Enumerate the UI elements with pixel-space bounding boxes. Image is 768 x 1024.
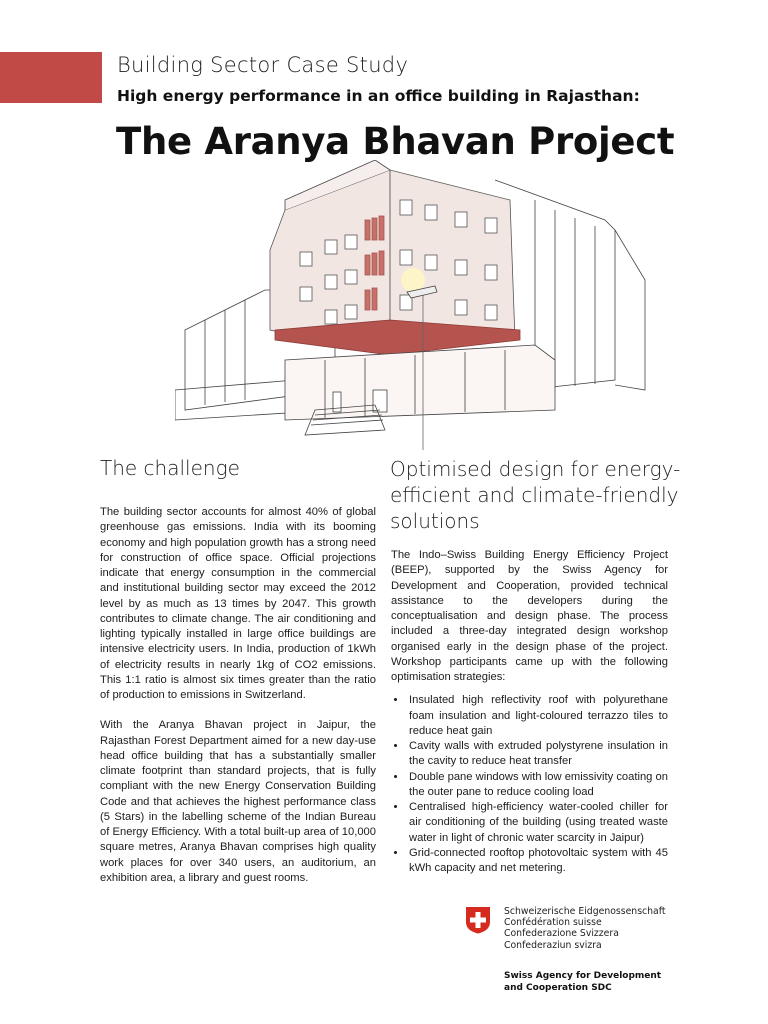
accent-bar: [0, 52, 102, 103]
main-building: [270, 160, 520, 355]
agency-name: [504, 970, 661, 994]
confederation-name: Schweizerische Eidgenossenschaft: [504, 906, 666, 917]
confederation-name: Confederazione Svizzera: [504, 928, 619, 940]
swiss-flag-icon: [464, 906, 492, 934]
agency-line: Swiss Agency for Development: [504, 971, 662, 981]
page-title: The Aranya Bhavan Project: [116, 120, 675, 163]
list-item: • Double pane windows with low emissivity coating on the outer pane to reduce cooling load: [407, 770, 668, 801]
challenge-paragraph-2: With the Aranya Bhavan project in Jaipur, the Rajasthan Forest Department aimed for a new day-use head office building that has a substantially smaller climate footprint than standard projects, that is fully compliant with the new Energy Conservation Building Code and that achieves the highest performance class (5 Stars) in the labelling scheme of the Indian Bureau of Energy Efficiency. With a total built-up area of 10,000 square metres, Aranya Bhavan comprises high quality work places for over 340 users, an auditorium, an exhibition area, a library and guest rooms.: [100, 719, 376, 884]
design-section: [391, 548, 668, 876]
confederation-names: [504, 906, 666, 951]
strategy-list: [391, 693, 668, 876]
list-item: • Insulated high reflectivity roof with polyurethane foam insulation and light-coloured terrazzo tiles to reduce heat gain: [407, 693, 668, 739]
list-item: • Centralised high-efficiency water-cooled chiller for air conditioning of the building (using treated waste water in light of chronic water scarcity in Jaipur): [407, 800, 668, 846]
challenge-heading: The challenge: [100, 456, 240, 480]
sdc-logo: [464, 904, 684, 1004]
challenge-paragraph-1: The building sector accounts for almost 40% of global greenhouse gas emissions. India with its booming economy and high population growth has a strong need for construction of office space. Official projections indicate that energy consumption in the commercial and institutional building sector may exceed the 2012 level by as much as 13 times by 2047. This growth contributes to climate change. The air conditioning and lighting typically installed in large office buildings are intensive electricity users. In India, production of 1kWh of electricity results in nearly 1kg of CO2 emissions. This 1:1 ratio is almost six times greater than the ratio of production to emissions in Switzerland.: [100, 506, 376, 701]
design-heading: Optimised design for energy-efficient and climate-friendly solutions: [390, 457, 681, 533]
building-illustration: [175, 160, 655, 450]
design-paragraph: The Indo–Swiss Building Energy Efficiency Project (BEEP), supported by the Swiss Agency for Development and Cooperation, provided technical assistance to the developers during the conceptualisation and design phase. The process included a three-day integrated design workshop organised early in the design phase of the project. Workshop participants came up with the following optimisation strategies:: [391, 549, 668, 683]
list-item: • Cavity walls with extruded polystyrene insulation in the cavity to reduce heat transfer: [407, 739, 668, 770]
challenge-section: [100, 505, 376, 901]
confederation-name: Confederaziun svizra: [504, 939, 602, 951]
ground-floor: [285, 345, 555, 435]
list-item: • Grid-connected rooftop photovoltaic system with 45 kWh capacity and net metering.: [407, 846, 668, 877]
series-title: Building Sector Case Study: [117, 53, 409, 77]
agency-line: and Cooperation SDC: [504, 983, 612, 993]
confederation-name: Confédération suisse: [504, 917, 602, 929]
subtitle: High energy performance in an office building in Rajasthan:: [117, 87, 640, 105]
